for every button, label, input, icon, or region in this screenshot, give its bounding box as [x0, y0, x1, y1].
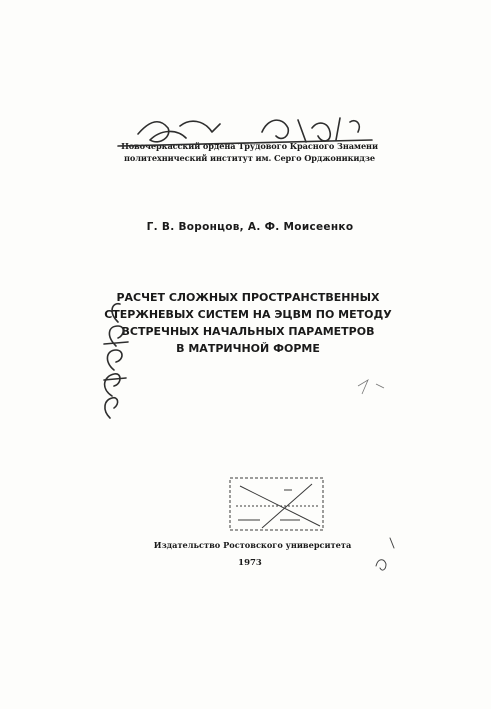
- institution-line-2: политехнический институт им. Серго Орджоникидзе: [123, 153, 375, 163]
- institution-line-1: Новочеркасский ордена Трудового Красного Знамени: [121, 141, 378, 151]
- corner-scribble: [376, 538, 394, 570]
- publisher: Издательство Ростовского университета: [153, 540, 352, 550]
- book-title: [98, 289, 398, 357]
- authors: Г. В. Воронцов, А. Ф. Моисеенко: [146, 221, 354, 233]
- faint-marks-right: [358, 380, 384, 394]
- title-line-1: РАСЧЕТ СЛОЖНЫХ ПРОСТРАНСТВЕННЫХ: [116, 291, 380, 304]
- title-line-4: В МАТРИЧНОЙ ФОРМЕ: [176, 342, 320, 355]
- publication-year: 1973: [238, 558, 262, 568]
- institution-name: [112, 140, 387, 164]
- title-line-2: СТЕРЖНЕВЫХ СИСТЕМ НА ЭЦВМ ПО МЕТОДУ: [104, 308, 392, 321]
- title-line-3: ВСТРЕЧНЫХ НАЧАЛЬНЫХ ПАРАМЕТРОВ: [121, 325, 375, 338]
- library-stamp: [230, 478, 323, 530]
